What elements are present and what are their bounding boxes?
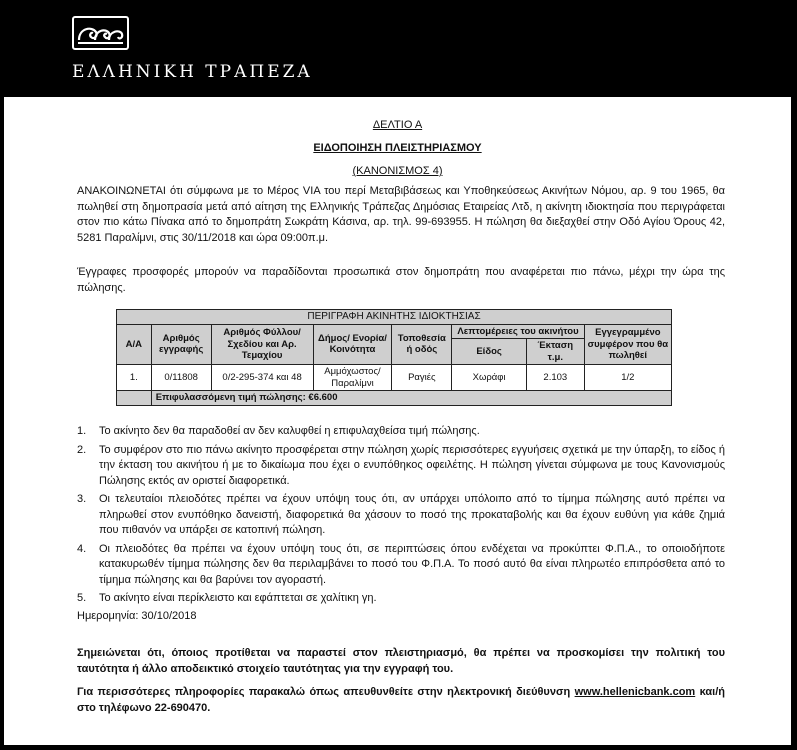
bank-logo-icon [72, 16, 129, 50]
cell-location: Ραγιές [392, 365, 452, 391]
bank-name: ΕΛΛΗΝΙΚΗ ΤΡΑΠΕΖΑ [72, 62, 313, 82]
contact-info: Για περισσότερες πληροφορίες παρακαλώ όπως απευθυνθείτε στην ηλεκτρονική διεύθυνση www.hellenicbank.com και/ή στο τηλέφωνο 22-690470. [77, 686, 725, 714]
table-caption: ΠΕΡΙΓΡΑΦΗ ΑΚΙΝΗΤΗΣ ΙΔΙΟΚΤΗΣΙΑΣ [117, 310, 672, 325]
notice-date: Ημερομηνία: 30/10/2018 [77, 610, 197, 622]
reserve-price: Επιφυλασσόμενη τιμή πώλησης: €6.600 [151, 391, 671, 406]
auction-notice [4, 97, 791, 745]
table-row [117, 365, 672, 391]
header-interest: Εγγεγραμμένο συμφέρον που θα πωληθεί [584, 324, 671, 365]
cell-area: 2.103 [526, 365, 584, 391]
form-label: ΔΕΛΤΙΟ Α [372, 119, 423, 131]
bank-header [0, 0, 797, 93]
list-item: 5. Το ακίνητο είναι περίκλειστο και εφάπτεται σε χαλίτικη γη. [77, 592, 377, 604]
property-table [116, 309, 672, 406]
header-location: Τοποθεσία ή οδός [392, 324, 452, 365]
cell-sheet: 0/2-295-374 και 48 [211, 365, 313, 391]
offers-paragraph: Έγγραφες προσφορές μπορούν να παραδίδονται προσωπικά στον δημοπράτη που αναφέρεται πιο πάνω, μέχρι την ώρα της πώλησης. [77, 266, 725, 294]
website-link[interactable]: www.hellenicbank.com [574, 686, 696, 698]
id-note: Σημειώνεται ότι, όποιος προτίθεται να παραστεί στον πλειστηριασμό, θα πρέπει να προσκομίσει την πολιτική του ταυτότητα ή άλλο αποδεικτικό στοιχείο ταυτότητας για την εγγραφή του. [77, 647, 725, 675]
header-area: Έκταση τ.μ. [526, 339, 584, 365]
header-municipality: Δήμος/ Ενορία/ Κοινότητα [313, 324, 392, 365]
header-reg: Αριθμός εγγραφής [151, 324, 211, 365]
list-item: 2. Το συμφέρον στο πιο πάνω ακίνητο προσφέρεται στην πώληση χωρίς περισσότερες εγγυήσεις σχετικά με την ύπαρξη, το είδος ή την έκταση του ακινήτου ή με το δικαίωμα που έχει ο ενυπόθηκος οφειλέτης. Η πώληση γίνεται σύμφωνα με τους Κανονισμούς Πώλησης εκτός αν οριστεί διαφορετικά. [77, 443, 725, 487]
notice-title: ΕΙΔΟΠΟΙΗΣΗ ΠΛΕΙΣΤΗΡΙΑΣΜΟΥ [313, 142, 482, 154]
list-item: 1. Το ακίνητο δεν θα παραδοθεί αν δεν καλυφθεί η επιφυλαχθείσα τιμή πώλησης. [77, 425, 480, 437]
header-type: Είδος [452, 339, 527, 365]
cell-municipality: Αμμόχωστος/ Παραλίμνι [313, 365, 392, 391]
notes-list [77, 424, 725, 610]
header-details: Λεπτομέρειες του ακινήτου [452, 324, 584, 339]
cell-interest: 1/2 [584, 365, 671, 391]
intro-paragraph: ΑΝΑΚΟΙΝΩΝΕΤΑΙ ότι σύμφωνα με το Μέρος VIA του περί Μεταβιβάσεως και Υποθηκεύσεως Ακινήτων Νόμου, αρ. 9 του 1965, θα πωληθεί στη δημοπρασία μετά από αίτηση της Ελληνικής Τράπεζας Δημόσιας Εταιρείας Λτδ, η ακίνητη ιδιοκτησία που περιγράφεται στον πιο κάτω Πίνακα από το δημοπράτη Σωκράτη Κάσινα, αρ. τηλ. 99-693955. Η πώληση θα διεξαχθεί στην Οδό Αγίου Όρους 42, 5281 Παραλίμνι, στις 30/11/2018 και ώρα 09:00π.μ. [77, 185, 725, 244]
header-aa: Α/Α [117, 324, 152, 365]
cell-reg: 0/11808 [151, 365, 211, 391]
cell-type: Χωράφι [452, 365, 527, 391]
header-sheet: Αριθμός Φύλλου/ Σχεδίου και Αρ. Τεμαχίου [211, 324, 313, 365]
regulation-label: (ΚΑΝΟΝΙΣΜΟΣ 4) [352, 165, 443, 177]
cell-aa: 1. [117, 365, 152, 391]
list-item: 4. Οι πλειοδότες θα πρέπει να έχουν υπόψη τους ότι, σε περιπτώσεις όπου ενδέχεται να προκύπτει Φ.Π.Α., το οποιοδήποτε κατακυρωθέν τίμημα πώλησης δεν θα περιλαμβάνει το ποσό του Φ.Π.Α. Το ποσό αυτό θα είναι πληρωτέο επιπρόσθετα από το τίμημα πώλησης και θα βαρύνει τον αγοραστή. [77, 542, 725, 586]
list-item: 3. Οι τελευταίοι πλειοδότες πρέπει να έχουν υπόψη τους ότι, αν υπάρχει υπόλοιπο από το τίμημα πώλησης αυτό πρέπει να πληρωθεί στον ενυπόθηκο δανειστή, διαφορετικά θα χάσουν το ποσό της προκαταβολής και θα έχουν ευθύνη για κάθε ζημιά που πιθανόν να υπάρξει σε κατοπινή πώληση. [77, 493, 725, 536]
